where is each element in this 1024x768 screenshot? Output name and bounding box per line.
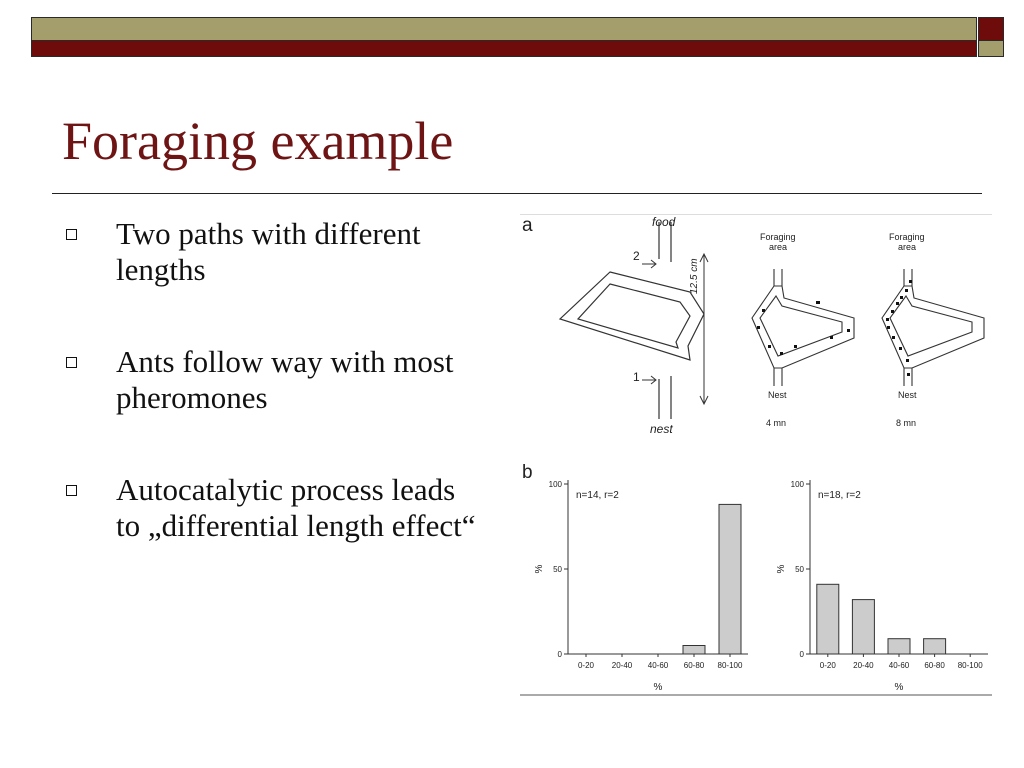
x-axis-label: %: [894, 682, 904, 693]
bullet-square-icon: [66, 357, 77, 368]
panel-b-letter: b: [522, 462, 533, 483]
bullet-item: [66, 344, 486, 416]
x-tick-label: 80-100: [957, 661, 983, 670]
y-tick-label: 50: [553, 565, 562, 574]
y-axis-label: %: [776, 564, 787, 574]
snapshot-1-time-label: 4 mn: [766, 418, 787, 428]
decor-square-olive: [978, 41, 1004, 57]
snapshot-8mn: [882, 232, 984, 428]
bullet-text: Autocatalytic process leads to „differential length effect“: [116, 472, 476, 543]
y-axis-label: %: [534, 564, 545, 574]
y-tick-label: 50: [795, 565, 804, 574]
title-divider: [52, 193, 982, 194]
length-label: 12.5 cm: [689, 258, 700, 294]
bullet-item: [66, 216, 486, 288]
x-tick-label: 40-60: [888, 661, 910, 670]
panel-a-letter: a: [522, 215, 533, 236]
bullet-text: Two paths with different lengths: [116, 216, 421, 287]
x-tick-label: 0-20: [577, 661, 595, 670]
food-label: food: [652, 215, 676, 229]
top-decor-bar: [31, 17, 1004, 58]
bar-chart-right: [776, 480, 988, 693]
bullet-item: [66, 472, 486, 544]
decor-olive-band: [31, 17, 977, 41]
bullet-list: [66, 216, 486, 600]
y-tick-label: 100: [548, 480, 562, 489]
snapshot-2-area-label: Foraging: [889, 232, 925, 242]
x-tick-label: 0-20: [819, 661, 836, 670]
panel-a: [522, 215, 984, 436]
x-tick-label: 20-40: [853, 661, 874, 670]
bar: [852, 600, 874, 654]
experiment-figure: [520, 214, 992, 696]
snapshot-1-area-label: Foraging: [760, 232, 796, 242]
y-tick-label: 0: [799, 650, 804, 659]
decor-square-maroon: [978, 17, 1004, 41]
decor-maroon-band: [31, 41, 977, 57]
x-tick-label: 60-80: [683, 661, 705, 670]
bar: [924, 639, 946, 654]
bar: [888, 639, 910, 654]
nest-label: nest: [650, 422, 673, 436]
snapshot-1-area-label-2: area: [769, 242, 788, 252]
y-tick-label: 100: [790, 480, 804, 489]
bullet-square-icon: [66, 229, 77, 240]
bar: [719, 504, 741, 654]
x-tick-label: 40-60: [647, 661, 669, 670]
y-tick-label: 0: [557, 650, 562, 659]
figure-svg: [520, 214, 992, 696]
path-1-label: 1: [633, 370, 640, 384]
snapshot-4mn: [752, 232, 854, 428]
x-tick-label: 60-80: [924, 661, 945, 670]
snapshot-2-nest-label: Nest: [898, 390, 917, 400]
x-axis-label: %: [653, 682, 663, 693]
bullet-text: Ants follow way with most pheromones: [116, 344, 454, 415]
chart-annotation: n=14, r=2: [576, 490, 619, 501]
x-tick-label: 20-40: [611, 661, 633, 670]
slide-title: Foraging example: [62, 111, 454, 171]
x-tick-label: 80-100: [717, 661, 743, 670]
snapshot-2-time-label: 8 mn: [896, 418, 917, 428]
snapshot-1-nest-label: Nest: [768, 390, 787, 400]
chart-annotation: n=18, r=2: [818, 490, 861, 501]
bar: [683, 646, 705, 655]
bar: [817, 584, 839, 654]
path-2-label: 2: [633, 249, 640, 263]
bar-chart-left: [534, 480, 748, 693]
snapshot-2-area-label-2: area: [898, 242, 917, 252]
bullet-square-icon: [66, 485, 77, 496]
